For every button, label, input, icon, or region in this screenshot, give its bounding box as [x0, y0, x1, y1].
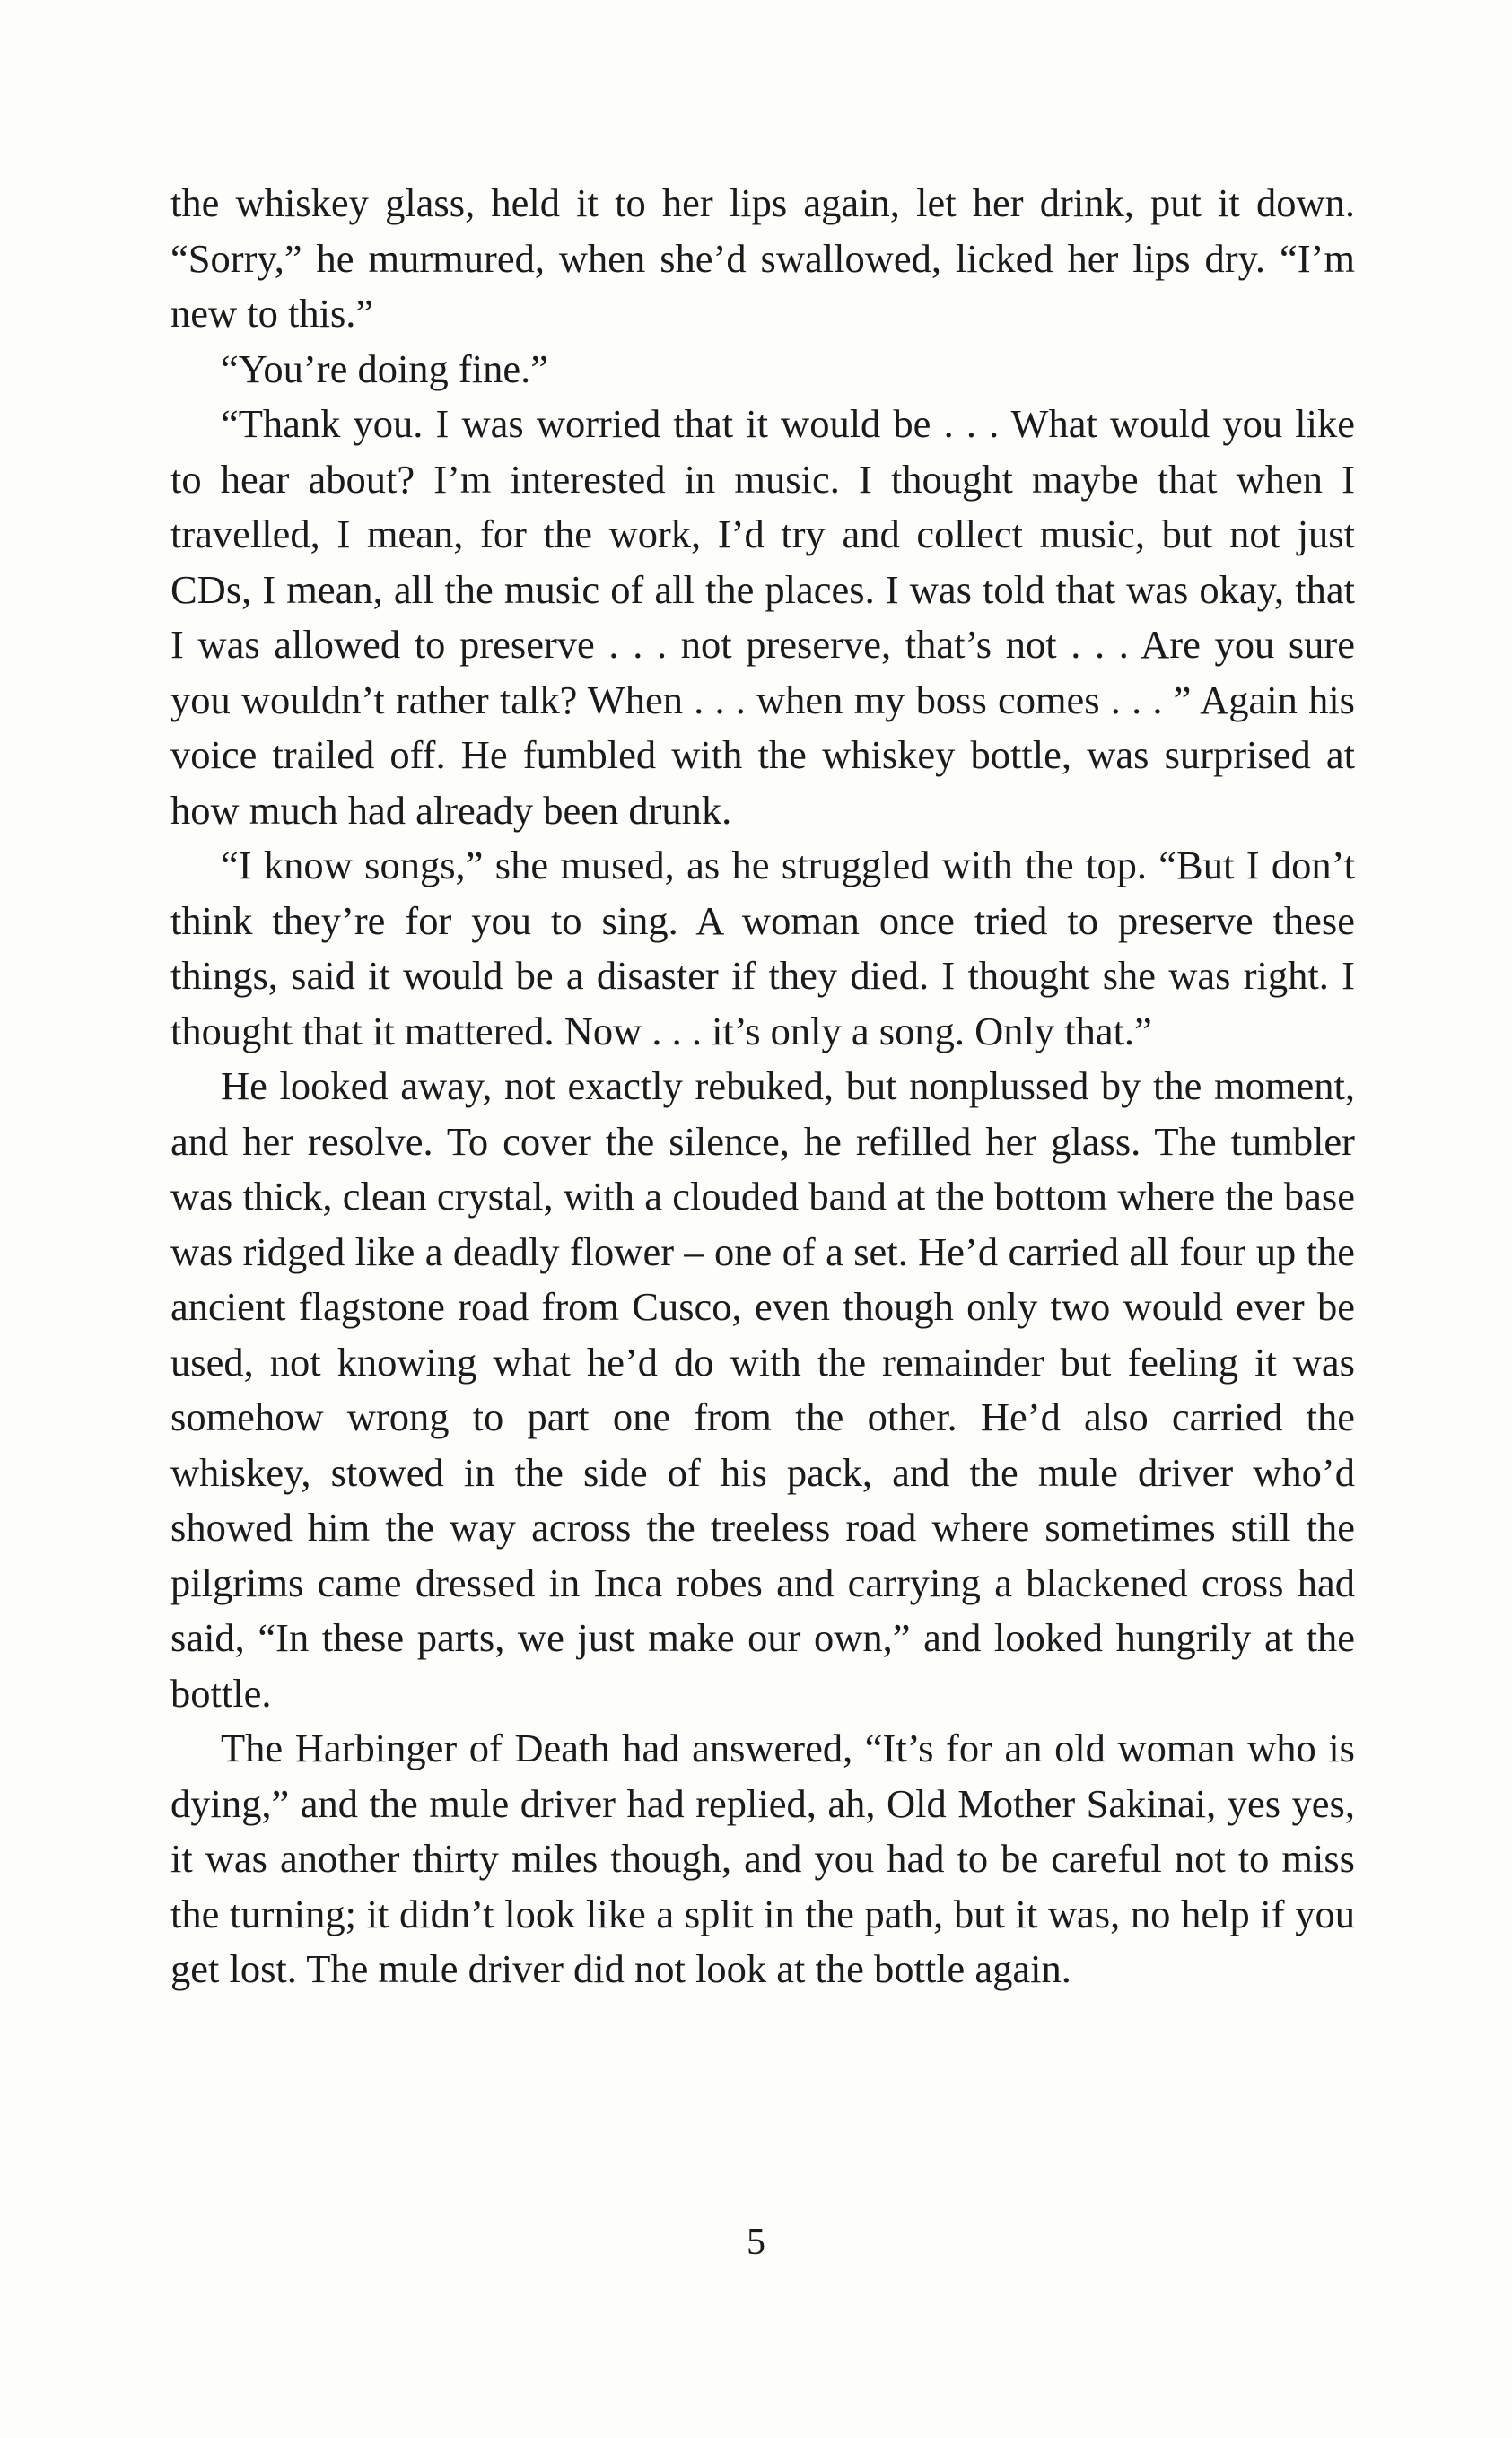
- paragraph-dialogue-reply: “You’re doing fine.”: [221, 345, 548, 391]
- paragraph-tumbler: He looked away, not exactly rebuked, but nonplussed by the moment, and her resolve. To cover the silence, he refilled her glass. The tumbler was thick, clean crystal, with a clouded band at the bottom where the base was ridged like a deadly flower – one of a set. He’d carried all four up the ancient flagstone road from Cusco, even though only two would ever be used, not knowing what he’d do with the remainder but feeling it was somehow wrong to part one from the other. He’d also carried the whiskey, stowed in the side of his pack, and the mule driver who’d showed him the way across the treeless road where sometimes still the pilgrims came dressed in Inca robes and carrying a blackened cross had said, “In these parts, we just make our own,” and looked hungrily at the bottle.: [170, 1063, 1355, 1716]
- page-number: 5: [747, 2222, 765, 2263]
- body-text: [170, 176, 1355, 1997]
- paragraph-continued: the whiskey glass, held it to her lips again, let her drink, put it down. “Sorry,” he murmured, when she’d swallowed, licked her lips dry. “I’m new to this.”: [170, 180, 1355, 336]
- paragraph-harbinger: The Harbinger of Death had answered, “It’s for an old woman who is dying,” and the mule driver had replied, ah, Old Mother Sakinai, yes yes, it was another thirty miles though, and you had to be careful not to miss the turning; it didn’t look like a split in the path, but it was, no help if you get lost. The mule driver did not look at the bottle again.: [170, 1726, 1355, 1991]
- paragraph-music-talk: “Thank you. I was worried that it would be . . . What would you like to hear about? I’m interested in music. I thought maybe that when I travelled, I mean, for the work, I’d try and collect music, but not just CDs, I mean, all the music of all the places. I was told that was okay, that I was allowed to preserve . . . not preserve, that’s not . . . Are you sure you wouldn’t rather talk? When . . . when my boss comes . . . ” Again his voice trailed off. He fumbled with the whiskey bottle, was surprised at how much had already been drunk.: [170, 401, 1355, 833]
- paragraph-songs: “I know songs,” she mused, as he struggled with the top. “But I don’t think they’re for you to sing. A woman once tried to preserve these things, said it would be a disaster if they died. I thought she was right. I thought that it mattered. Now . . . it’s only a song. Only that.”: [170, 843, 1355, 1053]
